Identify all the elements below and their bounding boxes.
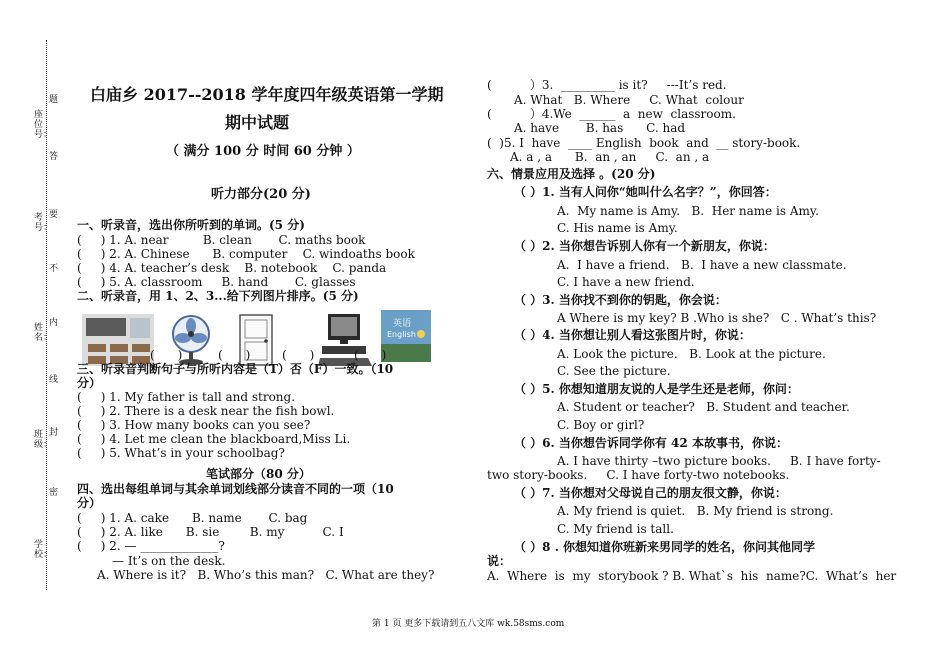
question-item: ( ) 2. — _____________? [77,539,225,553]
question-item: （ ）1. 当有人问你“她叫什么名字？”，你回答： [514,185,777,199]
question-options: C. His name is Amy. [557,221,678,235]
question-options: A. I have thirty –two picture books. B. I have forty- [557,454,881,468]
question-options: A. I have a friend. B. I have a new classmate. [557,258,847,272]
question-item: （ ）6. 当你想告诉同学你有 42 本故事书，你说： [514,436,788,450]
question-item: ( ) 2. A. Chinese B. computer C. windoaths book [77,247,415,261]
question-item: ( ) 2. A. like B. sie B. my C. I [77,525,344,539]
question-item: ( ) 4. A. teacher’s desk B. notebook C. panda [77,261,387,275]
classroom-picture [82,314,154,366]
question-item: （ ）2. 当你想告诉别人你有一个新朋友，你说： [514,239,775,253]
listening-heading: 听力部分(20 分) [211,187,311,202]
exam-title-line2: 期中试题 [225,113,290,132]
question-options: A. Where is it? B. Who’s this man? C. What are they? [97,568,435,582]
english-book-picture [381,310,431,362]
question-item: （ ）4. 当你想让别人看这张图片时，你说： [514,328,751,342]
question-item: ( ) 1. A. near B. clean C. maths book [77,233,366,247]
question-options: C. My friend is tall. [557,522,674,536]
question-options: A Where is my key? B .Who is she? C . What’s this? [557,311,877,325]
question-item: ( ）3. _________ is it? ---It’s red. [487,78,727,92]
section-1-heading: 一、听录音，选出你所听到的单词。(5 分) [77,218,305,232]
score-info: （ 满分 100 分 时间 60 分钟 ） [166,144,360,159]
question-item: （ ）7. 当你想对父母说自己的朋友很文静，你说： [514,486,787,500]
binding-line [46,40,47,590]
picture-answer-bracket[interactable]: ( ) [354,348,387,362]
picture-answer-bracket[interactable]: ( ) [150,348,183,362]
seal-char: 密 [49,488,59,498]
question-options: A. a , a B. an , an C. an , a [510,150,710,164]
seal-char: 不 [49,264,59,274]
question-item: ( ) 1. A. cake B. name C. bag [77,511,308,525]
question-item: ( )5. I have ____ English book and __ story-book. [487,136,801,150]
svg-text:英语: 英语 [393,319,412,329]
exam-title: 白庙乡 2017--2018 学年度四年级英语第一学期 [90,85,444,104]
question-item: ( ) 3. How many books can you see? [77,418,311,432]
answer-line: — It’s on the desk. [112,554,226,568]
question-options: A. My friend is quiet. B. My friend is strong. [557,504,834,518]
question-item: ( ）4.We ______ a new classroom. [487,107,736,121]
seal-char: 线 [49,375,59,385]
question-item-cont: 说： [487,554,512,568]
question-options: C. I have a new friend. [557,275,695,289]
question-item: ( ) 2. There is a desk near the fish bowl. [77,404,335,418]
question-options: C. Boy or girl? [557,418,645,432]
question-item: （ ）5. 你想知道朋友说的人是学生还是老师，你问： [514,382,799,396]
exam-number-label: 考号： [34,213,53,233]
section-4-heading: 四、选出每组单词与其余单词划线部分读音不同的一项（10 [77,482,394,496]
section-6-heading: 六、情景应用及选择 。(20 分) [487,167,656,181]
question-options: A. Where is my storybook ? B. What`s his name?C. What’s her [487,569,897,583]
question-item: （ ）8 . 你想知道你班新来男同学的姓名，你问其他同学 [514,540,816,554]
question-item: ( ) 5. What’s in your schoolbag? [77,446,285,460]
seal-char: 题 [49,95,59,105]
section-3-heading-cont: 分） [77,376,102,390]
question-options: A. have B. has C. had [514,121,686,135]
seal-char: 内 [49,318,59,328]
seal-char: 封 [49,428,59,438]
svg-text:English: English [387,330,416,339]
section-3-heading: 三、听录音判断句子与所听内容是（T）否（F）一致。（10 [77,362,394,376]
question-item: ( ) 1. My father is tall and strong. [77,390,296,404]
page-footer: 第 1 页 更多下载请到五八文库 wk.58sms.com [372,619,565,629]
question-item: ( ) 5. A. classroom B. hand C. glasses [77,275,356,289]
picture-answer-bracket[interactable]: ( ) [282,348,315,362]
question-options: two story-books. C. I have forty-two notebooks. [487,468,790,482]
question-item: ( ) 4. Let me clean the blackboard,Miss Li. [77,432,351,446]
section-2-heading: 二、听录音，用 1、2、3...给下列图片排序。(5 分) [77,289,359,303]
picture-answer-bracket[interactable]: ( ) [218,348,251,362]
question-options: A. Look the picture. B. Look at the picture. [557,347,826,361]
question-item: （ ）3. 当你找不到你的钥匙，你会说： [514,293,727,307]
question-options: C. See the picture. [557,364,671,378]
name-label: 姓名： [34,323,53,343]
question-options: A. My name is Amy. B. Her name is Amy. [557,204,819,218]
section-4-heading-cont: 分） [77,496,102,510]
written-heading: 笔试部分（80 分） [206,467,311,481]
question-options: A. What B. Where C. What colour [514,93,744,107]
school-label: 学校： [34,540,53,560]
question-options: A. Student or teacher? B. Student and teacher. [557,400,850,414]
seal-char: 要 [49,210,59,220]
seat-number-label: 座位号： [34,110,53,140]
class-label: 班级： [34,430,53,450]
seal-char: 答 [49,152,59,162]
